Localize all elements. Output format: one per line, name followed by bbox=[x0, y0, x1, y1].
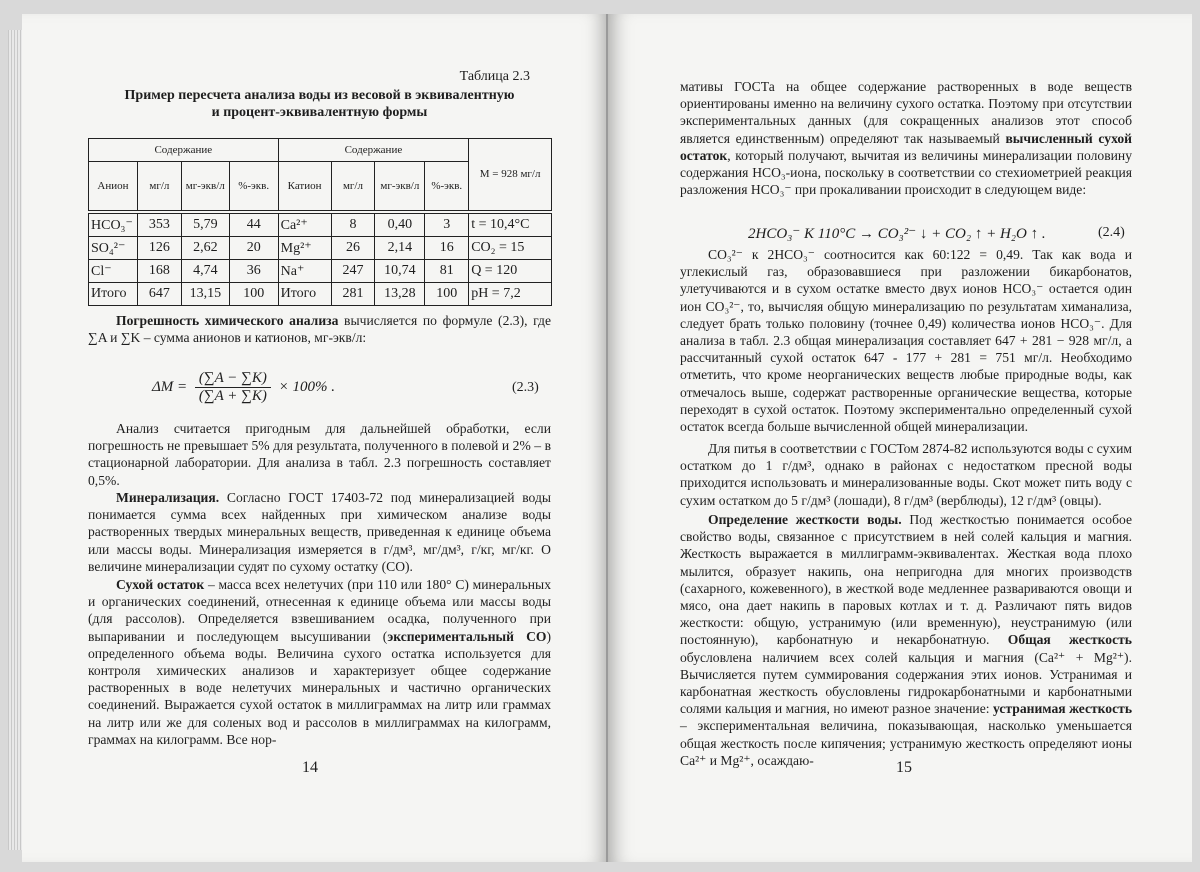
cell: 647 bbox=[137, 283, 181, 306]
paragraph-text: обусловлена наличием всех солей кальция и магния (Ca²⁺ + Mg²⁺). Вычисляется путем суммирования содержания этих ионов. Устранимая и карбонатная жесткость обусловлены гидрокарбонатными и карбонатными солями кальция и магния, но имеют разное значение: bbox=[680, 649, 1132, 717]
cell-anion: Cl⁻ bbox=[89, 260, 138, 283]
cell: 3 bbox=[425, 214, 469, 237]
header-mgl: мг/л bbox=[137, 162, 181, 211]
formula-lhs: ΔM = bbox=[152, 378, 188, 395]
cell: 20 bbox=[229, 237, 278, 260]
table-row bbox=[89, 260, 552, 283]
term-experimental-co: экспериментальный СО bbox=[387, 628, 547, 644]
paragraph-text: мативы ГОСТа на общее содержание растворенных в воде веществ ориентированы именно на величину сухого остатка. Поэтому при отсутствии экспериментальных данных (для сокращенных анализов этот способ является единственным) определяют так называемый bbox=[680, 79, 1132, 146]
cell-cation: Итого bbox=[278, 283, 331, 306]
header-cation: Катион bbox=[278, 162, 331, 211]
paragraph-dry-residue bbox=[88, 576, 551, 748]
table-title bbox=[88, 87, 551, 121]
cell: 36 bbox=[229, 260, 278, 283]
cell-cation: Na⁺ bbox=[278, 260, 331, 283]
cell: 100 bbox=[425, 283, 469, 306]
cell: 2,62 bbox=[181, 237, 229, 260]
cell-anion: HCO₃⁻ bbox=[89, 214, 138, 237]
cell: 26 bbox=[331, 237, 375, 260]
cell-cation: Ca²⁺ bbox=[278, 214, 331, 237]
table-row bbox=[89, 237, 552, 260]
right-page bbox=[608, 14, 1192, 862]
equation-number: (2.4) bbox=[1098, 225, 1125, 240]
cell: 281 bbox=[331, 283, 375, 306]
formula-2-3 bbox=[152, 370, 335, 405]
cell: 44 bbox=[229, 214, 278, 237]
formula-fraction bbox=[195, 370, 271, 405]
cell-extra: CO₂ = 15 bbox=[469, 237, 552, 260]
table-row bbox=[89, 283, 552, 306]
term-calculated-residue: вычисленный сухой остаток bbox=[680, 130, 1132, 163]
table-title-line-1: Пример пересчета анализа воды из весовой в эквивалентную bbox=[124, 88, 515, 103]
term-hardness: Определение жесткости воды. bbox=[708, 512, 902, 527]
paragraph-analysis: Анализ считается пригодным для дальнейшей обработки, если погрешность не превышает 5% для результата, полученного в полевой и 2% – в стационарной лаборатории. Для анализа в табл. 2.3 погрешность составляет 0,5%. bbox=[88, 421, 551, 488]
cell-extra: t = 10,4°C bbox=[469, 214, 552, 237]
cell: 16 bbox=[425, 237, 469, 260]
formula-denominator: (∑A + ∑K) bbox=[198, 388, 267, 404]
cell: 5,79 bbox=[181, 214, 229, 237]
paragraph-hardness bbox=[680, 511, 1132, 769]
cell: 10,74 bbox=[375, 260, 425, 283]
formula-2-4: 2HCO₃⁻ K 110°C → CO₃²⁻ ↓ + CO₂ ↑ + H₂O ↑ . bbox=[748, 226, 1046, 242]
paragraph-text: ) определенного объема воды. Величина сухого остатка используется для контроля химических анализов и характеризует общее содержание растворенных в воде нелетучих минеральных и частично органических соединений. Выражается сухой остаток в миллиграммах на литр или граммах на литр или же для соленых вод и рассолов в миллиграммах на килограмм, граммах на килограмм. Все нор- bbox=[88, 628, 551, 747]
header-pct: %-экв. bbox=[425, 162, 469, 211]
cell-anion: SO₄²⁻ bbox=[89, 237, 138, 260]
cell: 13,15 bbox=[181, 283, 229, 306]
header-anion-group: Содержание bbox=[89, 139, 279, 162]
paragraph-text: , который получают, вычитая из величины минерализации половину содержания HCO₃-иона, поскольку в соответствии со стехиометрией реакция разложения HCO₃⁻ при прокаливании происходит в следующем виде: bbox=[680, 147, 1132, 198]
header-m: M = 928 мг/л bbox=[469, 139, 552, 211]
table-data bbox=[88, 213, 552, 306]
table-title-line-2: и процент-эквивалентную формы bbox=[211, 105, 428, 120]
formula-rhs: × 100% . bbox=[278, 378, 335, 395]
cell: 13,28 bbox=[375, 283, 425, 306]
term-dry-residue: Сухой остаток bbox=[116, 577, 205, 592]
table-row bbox=[89, 214, 552, 237]
term-removable-hardness: устранимая жесткость bbox=[993, 701, 1133, 717]
paragraph-calculated-residue bbox=[680, 78, 1132, 198]
header-anion: Анион bbox=[89, 162, 138, 211]
cell-cation: Mg²⁺ bbox=[278, 237, 331, 260]
cell: 100 bbox=[229, 283, 278, 306]
paragraph-text: – масса всех нелетучих (при 110 или 180° С) минеральных и органических соединений, отнесенная к единице объема или массы воды (для рассолов). Определяется взвешиванием осадка, полученного при выпаривании и последующем высушивании ( bbox=[88, 577, 551, 644]
cell: 168 bbox=[137, 260, 181, 283]
paragraph-text: – экспериментальная величина, показывающая, насколько уменьшается общая жесткость после кипячения; устранимую жесткость определяют ионы Ca²⁺ и Mg²⁺, осаждаю- bbox=[680, 718, 1132, 768]
page-stack-edge bbox=[8, 30, 22, 850]
cell-extra: Q = 120 bbox=[469, 260, 552, 283]
paragraph-text: Под жесткостью понимается особое свойство воды, связанное с присутствием в ней солей кальция и магния. Жесткость выражается в миллиграмм-эквивалентах. Жесткая вода плохо мылится, образует накипь, она непригодна для многих производств (сахарного, кожевенного), в жесткой воде медленнее развариваются овощи и мясо, она дает накипь в паровых котлах и т. д. Различают пять видов жесткости: общую, устранимую (или временную), неустранимую (или постоянную), карбонатную и некарбонатную. bbox=[680, 512, 1132, 648]
cell: 4,74 bbox=[181, 260, 229, 283]
cell: 0,40 bbox=[375, 214, 425, 237]
header-cation-group: Содержание bbox=[278, 139, 469, 162]
paragraph-error bbox=[88, 312, 551, 346]
cell: 353 bbox=[137, 214, 181, 237]
cell: 126 bbox=[137, 237, 181, 260]
formula-numerator: (∑A − ∑K) bbox=[195, 370, 271, 388]
table-label: Таблица 2.3 bbox=[459, 69, 530, 84]
term-mineralization: Минерализация. bbox=[116, 490, 220, 505]
cell-extra: pH = 7,2 bbox=[469, 283, 552, 306]
header-mgeq: мг-экв/л bbox=[375, 162, 425, 211]
cell: 247 bbox=[331, 260, 375, 283]
paragraph-mineralization bbox=[88, 489, 551, 575]
term-total-hardness: Общая жесткость bbox=[1007, 632, 1132, 648]
left-page bbox=[22, 14, 608, 862]
header-pct: %-экв. bbox=[229, 162, 278, 211]
term-error: Погрешность химического анализа bbox=[116, 313, 339, 328]
equation-number: (2.3) bbox=[512, 380, 539, 395]
page-number: 14 bbox=[302, 759, 318, 776]
paragraph-drinking: Для питья в соответствии с ГОСТом 2874-82 используются воды с сухим остатком до 1 г/дм³, однако в районах с недостатком пресной воды приходится использовать и минерализованные воды. Скот может пить воду с сухим остатком до 5 г/дм³ (лошади), 8 г/дм³ (верблюды), 12 г/дм³ (овцы). bbox=[680, 441, 1132, 508]
header-mgeq: мг-экв/л bbox=[181, 162, 229, 211]
paragraph-carbonate: CO₃²⁻ к 2HCO₃⁻ соотносится как 60:122 = 0,49. Так как вода и углекислый газ, образовавшиеся при разложении бикарбонатов, улетучиваются и в сухом остатке вместо двух ионов HCO₃⁻ остается один ион CO₃²⁻, то, вычисляя общую минерализацию по результатам химанализа, следует брать только половину (точнее 0,49) количества ионов HCO₃⁻. Для анализа в табл. 2.3 общая минерализация составляет 647 + 281 − 928 мг/л, а рассчитанный сухой остаток 647 - 177 + 281 = 751 мг/л. Необходимо отметить, что кроме неорганических веществ любые природные воды, как отмечалось выше, содержат растворенные органические вещества, которые переходят в сухой остаток. Поэтому экспериментально определенный сухой остаток всегда больше вычисленной общей минерализации. bbox=[680, 247, 1132, 435]
header-mgl: мг/л bbox=[331, 162, 375, 211]
cell: 81 bbox=[425, 260, 469, 283]
paragraph-text: Согласно ГОСТ 17403-72 под минерализацией воды понимается сумма всех найденных при химическом анализе воды растворенных твердых минеральных веществ, приведенная к единице объема или массы воды. Минерализация измеряется в г/дм³, мг/дм³, г/кг, мг/кг. О величине минерализации судят по сухому остатку (СО). bbox=[88, 490, 551, 574]
table-header bbox=[88, 138, 552, 211]
page-number: 15 bbox=[896, 759, 912, 776]
paragraph-text: вычисляется по формуле (2.3), где ∑A и ∑K – сумма анионов и катионов, мг-экв/л: bbox=[88, 313, 551, 346]
cell-anion: Итого bbox=[89, 283, 138, 306]
cell: 8 bbox=[331, 214, 375, 237]
cell: 2,14 bbox=[375, 237, 425, 260]
